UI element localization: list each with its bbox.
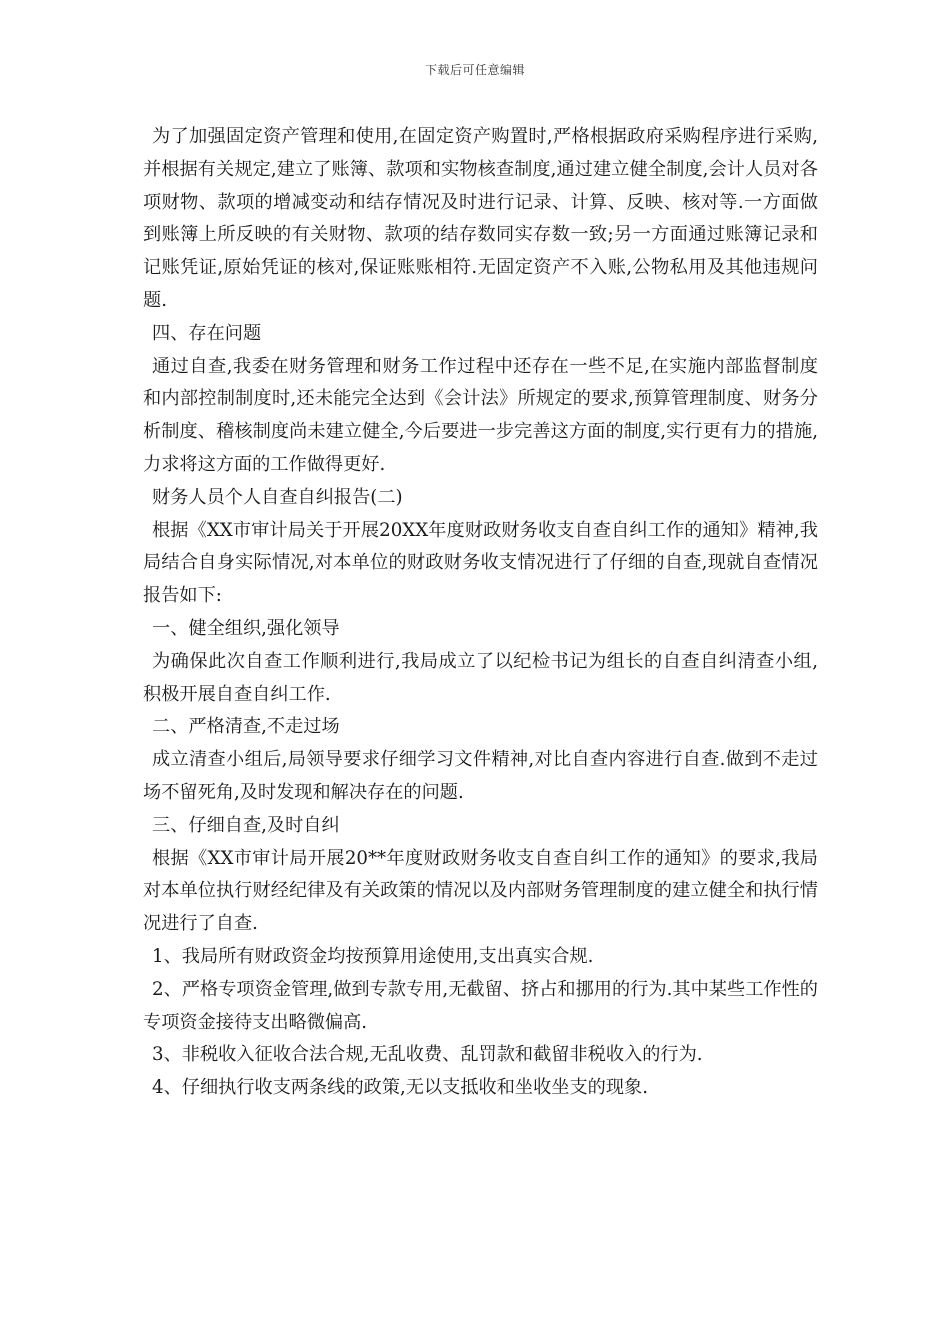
paragraph-intro: 根据《XX市审计局关于开展20XX年度财政财务收支自查自纠工作的通知》精神,我局结合自身实际情况,对本单位的财政财务收支情况进行了仔细的自查,现就自查情况报告如下: [143, 519, 818, 607]
list-item-2: 2、严格专项资金管理,做到专款专用,无截留、挤占和挪用的行为.其中某些工作性的专项资金接待支出略微偏高. [143, 978, 818, 1033]
list-item-1: 1、我局所有财政资金均按预算用途使用,支出真实合规. [152, 945, 594, 967]
list-item-4: 4、仔细执行收支两条线的政策,无以支抵收和坐收坐支的现象. [152, 1077, 649, 1099]
paragraph-self-check: 根据《XX市审计局开展20**年度财政财务收支自查自纠工作的通知》的要求,我局对本单位执行财经纪律及有关政策的情况以及内部财务管理制度的建立健全和执行情况进行了自查. [143, 847, 818, 935]
paragraph-fixed-assets: 为了加强固定资产管理和使用,在固定资产购置时,严格根据政府采购程序进行采购,并根据有关规定,建立了账簿、款项和实物核查制度,通过建立健全制度,会计人员对各项财物、款项的增减变动和结存情况及时进行记录、计算、反映、核对等.一方面做到账簿上所反映的有关财物、款项的结存数同实存数一致;另一方面通过账簿记录和记账凭证,原始凭证的核对,保证账账相符.无固定资产不入账,公物私用及其他违规问题. [143, 126, 818, 311]
section-heading-inspection: 二、严格清查,不走过场 [152, 716, 340, 738]
paragraph-organization: 为确保此次自查工作顺利进行,我局成立了以纪检书记为组长的自查自纠清查小组,积极开展自查自纠工作. [143, 650, 818, 705]
document-body [143, 121, 818, 1105]
paragraph-inspection: 成立清查小组后,局领导要求仔细学习文件精神,对比自查内容进行自查.做到不走过场不留死角,及时发现和解决存在的问题. [143, 749, 818, 803]
section-heading-self-check: 三、仔细自查,及时自纠 [152, 814, 340, 836]
page-header-note: 下载后可任意编辑 [424, 63, 525, 77]
list-item-3: 3、非税收入征收合法合规,无乱收费、乱罚款和截留非税收入的行为. [152, 1044, 703, 1066]
section-heading-organization: 一、健全组织,强化领导 [152, 617, 340, 639]
paragraph-problems: 通过自查,我委在财务管理和财务工作过程中还存在一些不足,在实施内部监督制度和内部控制制度时,还未能完全达到《会计法》所规定的要求,预算管理制度、财务分析制度、稽核制度尚未建立健全,今后要进一步完善这方面的制度,实行更有力的措施,力求将这方面的工作做得更好. [143, 355, 818, 475]
section-heading-problems: 四、存在问题 [152, 322, 262, 344]
report-title-two: 财务人员个人自查自纠报告(二) [152, 486, 403, 508]
